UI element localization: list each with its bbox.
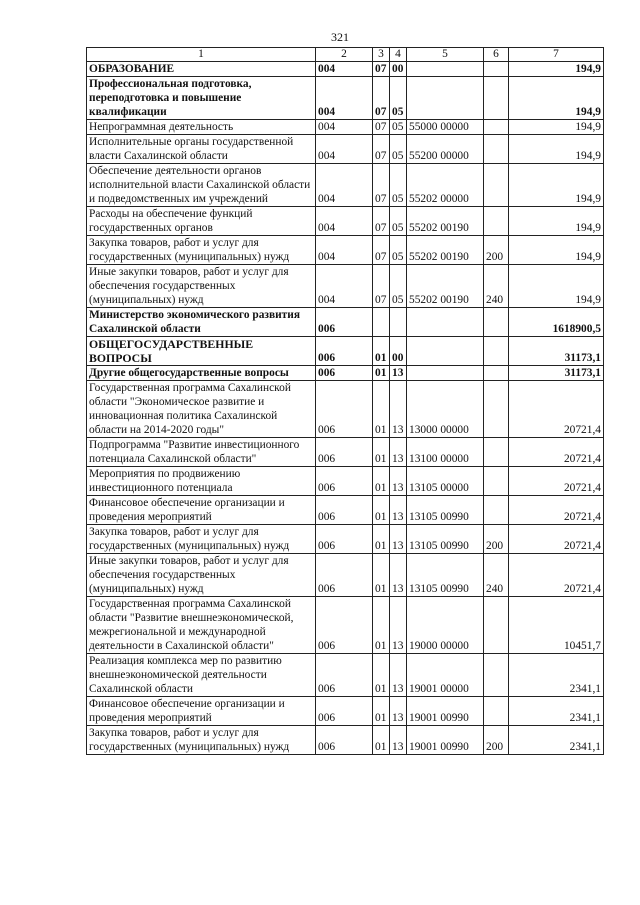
row-target-article: 55200 00000: [407, 135, 484, 164]
row-amount: 31173,1: [509, 366, 604, 381]
row-grbs-code: 006: [316, 467, 373, 496]
table-row: [87, 308, 604, 337]
row-grbs-code: 006: [316, 366, 373, 381]
row-subsection-code: 05: [390, 77, 407, 120]
row-name: Мероприятия по продвижению инвестиционного потенциала: [87, 467, 316, 496]
row-amount: 2341,1: [509, 697, 604, 726]
row-amount: 20721,4: [509, 554, 604, 597]
row-section-code: 01: [373, 525, 390, 554]
row-grbs-code: 004: [316, 77, 373, 120]
row-target-article: 55202 00190: [407, 207, 484, 236]
row-amount: 194,9: [509, 265, 604, 308]
table-row: [87, 77, 604, 120]
row-expense-type: [484, 467, 509, 496]
row-amount: 194,9: [509, 135, 604, 164]
row-amount: 194,9: [509, 120, 604, 135]
column-header: 3: [373, 48, 390, 62]
row-amount: 194,9: [509, 164, 604, 207]
row-subsection-code: 13: [390, 467, 407, 496]
row-grbs-code: 006: [316, 381, 373, 438]
row-grbs-code: 004: [316, 164, 373, 207]
row-section-code: 01: [373, 366, 390, 381]
row-name: Государственная программа Сахалинской области "Развитие внешнеэкономической, межрегиональной и международной деятельности в Сахалинской области": [87, 597, 316, 654]
column-header: 4: [390, 48, 407, 62]
row-target-article: 19000 00000: [407, 597, 484, 654]
row-section-code: 01: [373, 381, 390, 438]
table-row: [87, 554, 604, 597]
row-subsection-code: 13: [390, 496, 407, 525]
row-amount: 20721,4: [509, 496, 604, 525]
row-section-code: 07: [373, 207, 390, 236]
row-name: Закупка товаров, работ и услуг для государственных (муниципальных) нужд: [87, 236, 316, 265]
row-section-code: 01: [373, 697, 390, 726]
table-body: [87, 62, 604, 755]
row-amount: 2341,1: [509, 654, 604, 697]
row-name: Расходы на обеспечение функций государственных органов: [87, 207, 316, 236]
table-row: [87, 496, 604, 525]
row-name: Закупка товаров, работ и услуг для государственных (муниципальных) нужд: [87, 525, 316, 554]
row-expense-type: 240: [484, 265, 509, 308]
row-grbs-code: 004: [316, 265, 373, 308]
column-header: 1: [87, 48, 316, 62]
row-grbs-code: 004: [316, 135, 373, 164]
row-amount: 194,9: [509, 236, 604, 265]
row-section-code: 07: [373, 120, 390, 135]
row-name: Реализация комплекса мер по развитию внешнеэкономической деятельности Сахалинской области: [87, 654, 316, 697]
row-section-code: 01: [373, 467, 390, 496]
row-name: ОБРАЗОВАНИЕ: [87, 62, 316, 77]
row-target-article: 13100 00000: [407, 438, 484, 467]
row-subsection-code: 00: [390, 337, 407, 366]
row-subsection-code: 13: [390, 654, 407, 697]
table-row: [87, 120, 604, 135]
row-name: ОБЩЕГОСУДАРСТВЕННЫЕ ВОПРОСЫ: [87, 337, 316, 366]
row-amount: 194,9: [509, 207, 604, 236]
row-amount: 20721,4: [509, 438, 604, 467]
row-name: Финансовое обеспечение организации и проведения мероприятий: [87, 496, 316, 525]
row-grbs-code: 004: [316, 236, 373, 265]
row-expense-type: 200: [484, 236, 509, 265]
row-name: Профессиональная подготовка, переподготовка и повышение квалификации: [87, 77, 316, 120]
row-target-article: 13105 00000: [407, 467, 484, 496]
row-expense-type: [484, 496, 509, 525]
table-row: [87, 467, 604, 496]
row-name: Другие общегосударственные вопросы: [87, 366, 316, 381]
row-grbs-code: 006: [316, 597, 373, 654]
row-target-article: 13000 00000: [407, 381, 484, 438]
row-amount: 31173,1: [509, 337, 604, 366]
row-grbs-code: 006: [316, 337, 373, 366]
row-expense-type: 200: [484, 525, 509, 554]
row-target-article: 19001 00990: [407, 697, 484, 726]
row-subsection-code: 05: [390, 265, 407, 308]
column-header: 7: [509, 48, 604, 62]
row-expense-type: [484, 697, 509, 726]
table-row: [87, 265, 604, 308]
row-section-code: 07: [373, 62, 390, 77]
row-section-code: 01: [373, 726, 390, 755]
table-row: [87, 207, 604, 236]
row-section-code: 01: [373, 438, 390, 467]
row-expense-type: 240: [484, 554, 509, 597]
row-subsection-code: 13: [390, 525, 407, 554]
row-target-article: [407, 308, 484, 337]
row-amount: 1618900,5: [509, 308, 604, 337]
table-row: [87, 381, 604, 438]
row-target-article: 13105 00990: [407, 525, 484, 554]
row-subsection-code: 05: [390, 236, 407, 265]
row-name: Закупка товаров, работ и услуг для государственных (муниципальных) нужд: [87, 726, 316, 755]
row-expense-type: [484, 207, 509, 236]
row-expense-type: [484, 120, 509, 135]
row-section-code: [373, 308, 390, 337]
row-name: Государственная программа Сахалинской области "Экономическое развитие и инновационная политика Сахалинской области на 2014-2020 годы": [87, 381, 316, 438]
column-header: 5: [407, 48, 484, 62]
row-subsection-code: 13: [390, 438, 407, 467]
row-expense-type: [484, 135, 509, 164]
row-name: Исполнительные органы государственной власти Сахалинской области: [87, 135, 316, 164]
row-section-code: 01: [373, 654, 390, 697]
table-row: [87, 366, 604, 381]
row-target-article: 19001 00990: [407, 726, 484, 755]
table-row: [87, 726, 604, 755]
row-name: Иные закупки товаров, работ и услуг для обеспечения государственных (муниципальных) нужд: [87, 265, 316, 308]
row-subsection-code: 13: [390, 554, 407, 597]
row-grbs-code: 006: [316, 654, 373, 697]
row-section-code: 07: [373, 77, 390, 120]
budget-table: [86, 47, 604, 755]
row-name: Иные закупки товаров, работ и услуг для обеспечения государственных (муниципальных) нужд: [87, 554, 316, 597]
row-subsection-code: 13: [390, 597, 407, 654]
column-header: 6: [484, 48, 509, 62]
table-row: [87, 597, 604, 654]
row-grbs-code: 004: [316, 207, 373, 236]
table-row: [87, 236, 604, 265]
table-row: [87, 654, 604, 697]
row-grbs-code: 004: [316, 120, 373, 135]
row-section-code: 07: [373, 265, 390, 308]
row-name: Обеспечение деятельности органов исполнительной власти Сахалинской области и подведомственных им учреждений: [87, 164, 316, 207]
row-target-article: [407, 366, 484, 381]
row-amount: 194,9: [509, 62, 604, 77]
row-grbs-code: 006: [316, 726, 373, 755]
row-grbs-code: 004: [316, 62, 373, 77]
row-grbs-code: 006: [316, 308, 373, 337]
row-target-article: 55000 00000: [407, 120, 484, 135]
row-expense-type: [484, 62, 509, 77]
row-subsection-code: 13: [390, 697, 407, 726]
header-row: [87, 48, 604, 62]
row-target-article: 55202 00190: [407, 236, 484, 265]
row-grbs-code: 006: [316, 697, 373, 726]
row-target-article: [407, 77, 484, 120]
row-target-article: 55202 00190: [407, 265, 484, 308]
table-row: [87, 164, 604, 207]
row-subsection-code: 05: [390, 207, 407, 236]
table-row: [87, 337, 604, 366]
row-section-code: 01: [373, 554, 390, 597]
row-target-article: 13105 00990: [407, 554, 484, 597]
row-section-code: 07: [373, 236, 390, 265]
row-grbs-code: 006: [316, 525, 373, 554]
row-amount: 10451,7: [509, 597, 604, 654]
row-name: Подпрограмма "Развитие инвестиционного потенциала Сахалинской области": [87, 438, 316, 467]
row-subsection-code: 05: [390, 120, 407, 135]
row-grbs-code: 006: [316, 554, 373, 597]
page-number: 321: [331, 30, 349, 44]
row-subsection-code: [390, 308, 407, 337]
row-amount: 20721,4: [509, 467, 604, 496]
row-amount: 194,9: [509, 77, 604, 120]
row-target-article: 13105 00990: [407, 496, 484, 525]
row-expense-type: [484, 654, 509, 697]
row-expense-type: [484, 164, 509, 207]
row-subsection-code: 05: [390, 135, 407, 164]
row-expense-type: [484, 381, 509, 438]
row-grbs-code: 006: [316, 438, 373, 467]
row-expense-type: [484, 308, 509, 337]
row-target-article: [407, 337, 484, 366]
row-target-article: 55202 00000: [407, 164, 484, 207]
row-expense-type: 200: [484, 726, 509, 755]
row-section-code: 01: [373, 496, 390, 525]
row-subsection-code: 00: [390, 62, 407, 77]
row-amount: 20721,4: [509, 525, 604, 554]
table-row: [87, 697, 604, 726]
row-amount: 2341,1: [509, 726, 604, 755]
row-subsection-code: 05: [390, 164, 407, 207]
row-subsection-code: 13: [390, 381, 407, 438]
row-section-code: 01: [373, 337, 390, 366]
row-name: Непрограммная деятельность: [87, 120, 316, 135]
row-target-article: [407, 62, 484, 77]
row-section-code: 07: [373, 135, 390, 164]
row-expense-type: [484, 366, 509, 381]
row-section-code: 07: [373, 164, 390, 207]
row-target-article: 19001 00000: [407, 654, 484, 697]
row-expense-type: [484, 77, 509, 120]
row-subsection-code: 13: [390, 726, 407, 755]
row-expense-type: [484, 337, 509, 366]
row-section-code: 01: [373, 597, 390, 654]
row-name: Финансовое обеспечение организации и проведения мероприятий: [87, 697, 316, 726]
table-row: [87, 438, 604, 467]
row-expense-type: [484, 597, 509, 654]
table-row: [87, 525, 604, 554]
row-grbs-code: 006: [316, 496, 373, 525]
row-amount: 20721,4: [509, 381, 604, 438]
row-expense-type: [484, 438, 509, 467]
column-header: 2: [316, 48, 373, 62]
row-subsection-code: 13: [390, 366, 407, 381]
row-name: Министерство экономического развития Сахалинской области: [87, 308, 316, 337]
table-row: [87, 135, 604, 164]
table-row: [87, 62, 604, 77]
